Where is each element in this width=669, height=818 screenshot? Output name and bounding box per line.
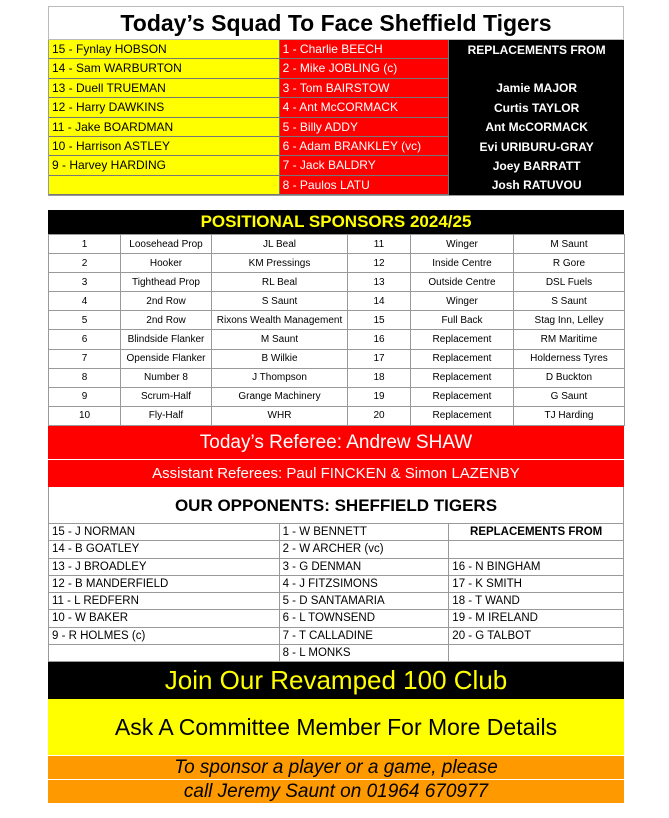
opponent-replacement-row bbox=[449, 645, 623, 662]
position-name: Tighthead Prop bbox=[121, 273, 212, 292]
player-row bbox=[49, 176, 280, 195]
player-row: 4 - Ant McCORMACK bbox=[280, 98, 450, 117]
sponsor-row bbox=[49, 387, 625, 406]
player-row: 15 - Fynlay HOBSON bbox=[49, 40, 280, 59]
position-name: Loosehead Prop bbox=[121, 235, 212, 254]
position-number: 14 bbox=[348, 292, 411, 311]
opponent-replacement-row: 20 - G TALBOT bbox=[449, 628, 623, 645]
position-number: 3 bbox=[49, 273, 121, 292]
opponent-replacement-row: 18 - T WAND bbox=[449, 593, 623, 610]
replacement-row: Curtis TAYLOR bbox=[493, 100, 580, 115]
position-name: 2nd Row bbox=[121, 311, 212, 330]
replacements-header: REPLACEMENTS FROM bbox=[467, 43, 606, 57]
sponsor-row bbox=[49, 368, 625, 387]
opponent-player-row bbox=[49, 645, 279, 662]
sponsor-name: Grange Machinery bbox=[212, 387, 348, 406]
opponent-player-row: 2 - W ARCHER (vc) bbox=[280, 541, 449, 558]
sponsor-row bbox=[49, 330, 625, 349]
sponsor-name: JL Beal bbox=[212, 235, 348, 254]
position-number: 18 bbox=[348, 368, 411, 387]
player-row: 7 - Jack BALDRY bbox=[280, 156, 450, 175]
sponsor-name: KM Pressings bbox=[212, 254, 348, 273]
opponent-replacement-row: 17 - K SMITH bbox=[449, 576, 623, 593]
player-row: 8 - Paulos LATU bbox=[280, 176, 450, 195]
opponent-player-row: 5 - D SANTAMARIA bbox=[280, 593, 449, 610]
position-name: Scrum-Half bbox=[121, 387, 212, 406]
position-name: Replacement bbox=[411, 368, 514, 387]
opponent-player-row: 8 - L MONKS bbox=[280, 645, 449, 662]
opponent-player-row: 11 - L REDFERN bbox=[49, 593, 279, 610]
sponsors-header: POSITIONAL SPONSORS 2024/25 bbox=[48, 210, 624, 234]
opponent-replacements-header: REPLACEMENTS FROM bbox=[449, 524, 623, 541]
sponsor-name: B Wilkie bbox=[212, 349, 348, 368]
position-name: Hooker bbox=[121, 254, 212, 273]
club-banner: Join Our Revamped 100 Club bbox=[48, 662, 624, 699]
position-number: 19 bbox=[348, 387, 411, 406]
player-row: 11 - Jake BOARDMAN bbox=[49, 118, 280, 137]
opponent-player-row: 6 - L TOWNSEND bbox=[280, 610, 449, 627]
player-row: 5 - Billy ADDY bbox=[280, 118, 450, 137]
player-row: 1 - Charlie BEECH bbox=[280, 40, 450, 59]
opponent-player-row: 13 - J BROADLEY bbox=[49, 559, 279, 576]
position-name: Winger bbox=[411, 292, 514, 311]
sponsor-line-2: call Jeremy Saunt on 01964 670977 bbox=[48, 779, 624, 803]
player-row: 3 - Tom BAIRSTOW bbox=[280, 79, 450, 98]
sponsor-name: RL Beal bbox=[212, 273, 348, 292]
replacement-row: Joey BARRATT bbox=[492, 158, 581, 173]
sponsor-name: J Thompson bbox=[212, 368, 348, 387]
player-row: 6 - Adam BRANKLEY (vc) bbox=[280, 137, 450, 156]
position-name: Number 8 bbox=[121, 368, 212, 387]
opponent-player-row: 7 - T CALLADINE bbox=[280, 628, 449, 645]
position-number: 10 bbox=[49, 406, 121, 425]
position-name: Outside Centre bbox=[411, 273, 514, 292]
position-number: 8 bbox=[49, 368, 121, 387]
position-number: 2 bbox=[49, 254, 121, 273]
sponsor-name: G Saunt bbox=[514, 387, 625, 406]
opponent-player-row: 9 - R HOLMES (c) bbox=[49, 628, 279, 645]
position-name: Winger bbox=[411, 235, 514, 254]
opponent-player-row: 1 - W BENNETT bbox=[280, 524, 449, 541]
position-number: 17 bbox=[348, 349, 411, 368]
opponent-squad bbox=[48, 524, 624, 662]
player-row: 2 - Mike JOBLING (c) bbox=[280, 59, 450, 78]
page-title: Today’s Squad To Face Sheffield Tigers bbox=[48, 6, 624, 40]
sponsor-name: D Buckton bbox=[514, 368, 625, 387]
ask-banner: Ask A Committee Member For More Details bbox=[48, 699, 624, 755]
sponsor-row bbox=[49, 254, 625, 273]
position-number: 4 bbox=[49, 292, 121, 311]
opponents-header: OUR OPPONENTS: SHEFFIELD TIGERS bbox=[48, 487, 624, 524]
position-name: Replacement bbox=[411, 349, 514, 368]
position-name: Full Back bbox=[411, 311, 514, 330]
sponsor-name: RM Maritime bbox=[514, 330, 625, 349]
sponsor-name: M Saunt bbox=[514, 235, 625, 254]
opponent-replacement-row: 16 - N BINGHAM bbox=[449, 559, 623, 576]
sponsor-line-1: To sponsor a player or a game, please bbox=[48, 755, 624, 779]
sponsor-name: Rixons Wealth Management bbox=[212, 311, 348, 330]
player-row: 14 - Sam WARBURTON bbox=[49, 59, 280, 78]
home-squad bbox=[48, 40, 624, 196]
replacement-row bbox=[449, 60, 624, 79]
sponsor-row bbox=[49, 349, 625, 368]
opponent-replacement-row bbox=[449, 541, 623, 558]
position-name: Blindside Flanker bbox=[121, 330, 212, 349]
player-row: 10 - Harrison ASTLEY bbox=[49, 137, 280, 156]
position-number: 7 bbox=[49, 349, 121, 368]
assistant-referees-banner: Assistant Referees: Paul FINCKEN & Simon LAZENBY bbox=[48, 460, 624, 487]
replacement-row: Ant McCORMACK bbox=[485, 120, 588, 135]
opponent-player-row: 15 - J NORMAN bbox=[49, 524, 279, 541]
sponsor-row bbox=[49, 311, 625, 330]
sponsors-table bbox=[48, 234, 625, 426]
sponsor-row bbox=[49, 273, 625, 292]
replacement-row: Jamie MAJOR bbox=[496, 81, 577, 96]
sponsor-row bbox=[49, 406, 625, 425]
sponsor-name: TJ Harding bbox=[514, 406, 625, 425]
position-number: 11 bbox=[348, 235, 411, 254]
opponent-player-row: 12 - B MANDERFIELD bbox=[49, 576, 279, 593]
sponsor-name: R Gore bbox=[514, 254, 625, 273]
player-row: 13 - Duell TRUEMAN bbox=[49, 79, 280, 98]
home-forwards-column bbox=[280, 40, 450, 195]
sponsor-name: M Saunt bbox=[212, 330, 348, 349]
replacement-row: Evi URIBURU-GRAY bbox=[479, 139, 594, 154]
opponent-player-row: 10 - W BAKER bbox=[49, 610, 279, 627]
sponsor-row bbox=[49, 292, 625, 311]
home-backs-column bbox=[49, 40, 280, 195]
position-number: 13 bbox=[348, 273, 411, 292]
position-name: Replacement bbox=[411, 330, 514, 349]
opponent-replacement-row: 19 - M IRELAND bbox=[449, 610, 623, 627]
position-number: 5 bbox=[49, 311, 121, 330]
position-number: 6 bbox=[49, 330, 121, 349]
opponent-replacements-column bbox=[449, 524, 624, 662]
position-name: Replacement bbox=[411, 406, 514, 425]
player-row: 12 - Harry DAWKINS bbox=[49, 98, 280, 117]
position-number: 1 bbox=[49, 235, 121, 254]
position-name: Inside Centre bbox=[411, 254, 514, 273]
opponent-forwards-column bbox=[280, 524, 450, 662]
home-replacements-column bbox=[449, 40, 624, 195]
sponsor-name: Holderness Tyres bbox=[514, 349, 625, 368]
position-name: Replacement bbox=[411, 387, 514, 406]
referee-banner: Today’s Referee: Andrew SHAW bbox=[48, 426, 624, 460]
position-number: 12 bbox=[348, 254, 411, 273]
replacement-row: Josh RATUVOU bbox=[491, 178, 582, 193]
position-number: 15 bbox=[348, 311, 411, 330]
sponsor-row bbox=[49, 235, 625, 254]
opponent-player-row: 14 - B GOATLEY bbox=[49, 541, 279, 558]
position-number: 16 bbox=[348, 330, 411, 349]
sponsor-contact bbox=[48, 755, 624, 803]
sponsor-name: S Saunt bbox=[514, 292, 625, 311]
opponent-backs-column bbox=[49, 524, 280, 662]
player-row: 9 - Harvey HARDING bbox=[49, 156, 280, 175]
sponsor-name: Stag Inn, Lelley bbox=[514, 311, 625, 330]
position-name: Fly-Half bbox=[121, 406, 212, 425]
sponsor-name: WHR bbox=[212, 406, 348, 425]
team-sheet bbox=[48, 6, 624, 803]
sponsor-name: DSL Fuels bbox=[514, 273, 625, 292]
position-name: 2nd Row bbox=[121, 292, 212, 311]
opponent-player-row: 3 - G DENMAN bbox=[280, 559, 449, 576]
position-number: 20 bbox=[348, 406, 411, 425]
opponent-player-row: 4 - J FITZSIMONS bbox=[280, 576, 449, 593]
position-number: 9 bbox=[49, 387, 121, 406]
sponsor-name: S Saunt bbox=[212, 292, 348, 311]
position-name: Openside Flanker bbox=[121, 349, 212, 368]
